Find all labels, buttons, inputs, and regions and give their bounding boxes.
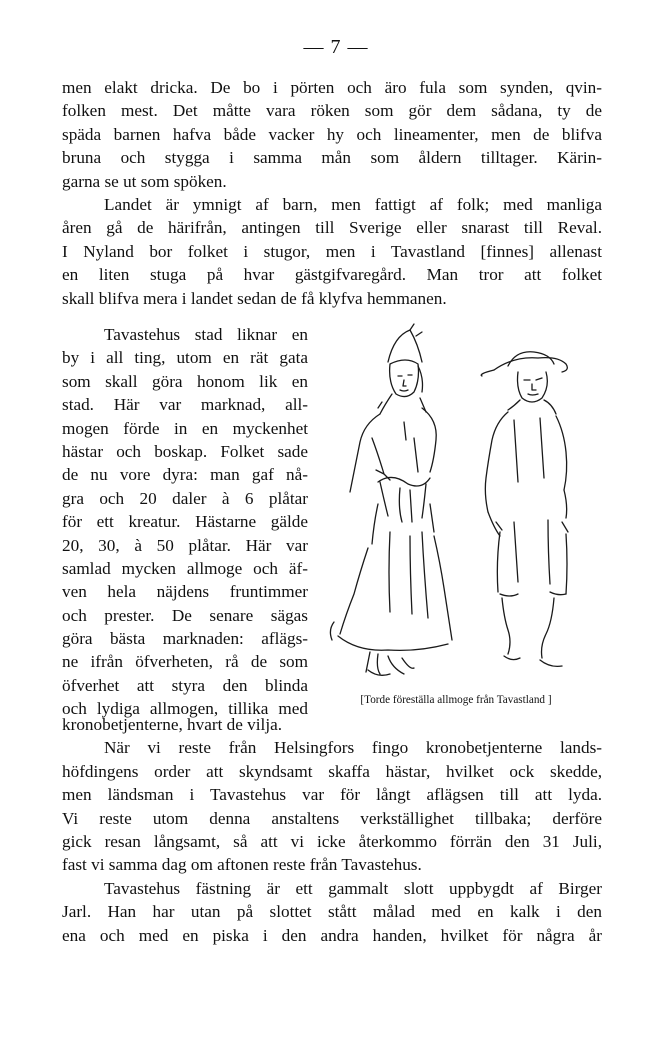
text-line: ne ifrån öfverheten, rå de som [62, 652, 308, 672]
text-line: som skall göra honom lik en [62, 371, 308, 391]
text-line: ven hela näjdens fruntimmer [62, 582, 308, 602]
text-line: Jarl. Han har utan på slottet stått målad med en kalk i den [62, 902, 602, 922]
text-line: ena och med en piska i den andra handen, hvilket för några år [62, 925, 602, 945]
text-line: hästar och boskap. Folket sade [62, 441, 308, 461]
text-line: Landet är ymnigt af barn, men fattigt af folk; med manliga [104, 194, 602, 214]
text-line: men elakt dricka. De bo i pörten och äro fula som synden, qvin- [62, 78, 602, 97]
text-block-beside-figure [62, 323, 308, 721]
text-line: gra och 20 daler à 6 plåtar [62, 488, 308, 508]
text-line: späda barnen hafva både vacker hy och lineamenter, men de blifva [62, 124, 602, 144]
text-line: och lydiga allmogen, tillika med [62, 699, 308, 719]
text-line: bruna och stygga i samma mån som åldern tilltager. Kärin- [62, 148, 602, 168]
text-line: en liten stuga på hvar gästgifvaregård. Man tror att folket [62, 265, 602, 285]
text-line: skall blifva mera i landet sedan de få klyfva hemmanen. [62, 288, 447, 308]
text-line: by i all ting, utom en rät gata [62, 348, 308, 368]
text-line: de nu vore dyra: man gaf nå- [62, 465, 308, 485]
text-line: höfdingens order att skyndsamt skaffa hästar, hvilket ock skedde, [62, 761, 602, 781]
text-line: Tavastehus stad liknar en [104, 325, 308, 344]
text-line: kronobetjenterne, hvart de vilja. [62, 715, 283, 734]
text-line: men ländsman i Tavastehus var för långt aflägsen till att lyda. [62, 785, 602, 805]
text-line: När vi reste från Helsingfors fingo kronobetjenterne lands- [104, 738, 602, 758]
text-line: Tavastehus fästning är ett gammalt slott uppbygdt af Birger [104, 878, 602, 898]
text-block-bottom [62, 713, 602, 947]
text-line: samlad mycken allmoge och äf- [62, 558, 308, 578]
text-line: åren gå de härifrån, antingen till Sverige eller snarast till Reval. [62, 218, 602, 238]
text-block-top [62, 76, 602, 310]
text-line: 20, 30, à 50 plåtar. Här var [62, 535, 308, 555]
man-figure [481, 352, 568, 667]
text-line: stad. Här var marknad, all- [62, 395, 308, 415]
sketch-peasants-illustration [318, 322, 594, 692]
text-line: Vi reste utom denna anstaltens verkställighet tillbaka; derföre [62, 808, 602, 828]
text-line: folken mest. Det måtte vara röken som gör dem sådana, ty de [62, 101, 602, 121]
text-line: öfverhet att styra den blinda [62, 675, 308, 695]
text-line: gick resan långsamt, så att vi icke återkommo förrän den 31 Juli, [62, 831, 602, 851]
text-line: fast vi samma dag om aftonen reste från Tavastehus. [62, 855, 422, 875]
text-line: garna se ut som spöken. [62, 171, 227, 191]
text-line: mogen förde in en myckenhet [62, 418, 308, 438]
page-number: — 7 — [303, 36, 369, 58]
text-line: för ett kreatur. Hästarne gälde [62, 512, 308, 532]
text-line: göra bästa marknaden: aflägs- [62, 629, 308, 649]
figure-caption: [Torde föreställa allmoge från Tavastland ] [360, 694, 552, 706]
text-line: I Nyland bor folket i stugor, men i Tavastland [finnes] allenast [62, 241, 602, 261]
woman-figure [330, 324, 452, 675]
text-line: och prester. De senare sägas [62, 605, 308, 625]
